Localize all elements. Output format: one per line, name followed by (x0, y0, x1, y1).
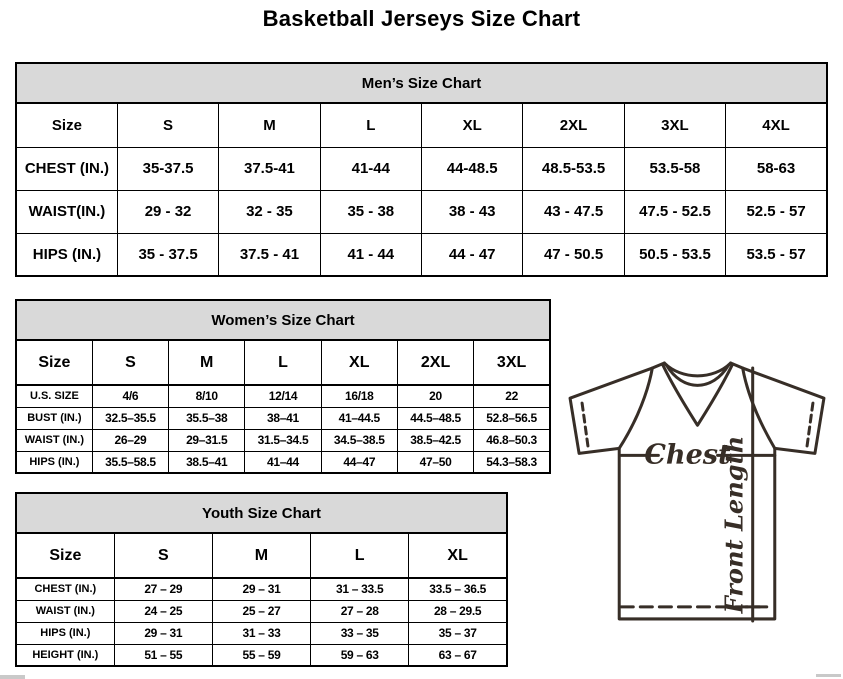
row-label: HEIGHT (IN.) (16, 644, 114, 666)
table-title-row (16, 493, 507, 533)
size-value-cell: 27 – 28 (311, 600, 409, 622)
size-value-cell: 26–29 (92, 429, 168, 451)
size-value-cell: 35 - 38 (320, 190, 421, 233)
size-header: 2XL (523, 103, 624, 147)
table-row (16, 451, 550, 473)
size-value-cell: 32.5–35.5 (92, 407, 168, 429)
size-value-cell: 4/6 (92, 385, 168, 407)
row-label: BUST (IN.) (16, 407, 92, 429)
size-value-cell: 28 – 29.5 (409, 600, 507, 622)
size-value-cell: 34.5–38.5 (321, 429, 397, 451)
row-label: U.S. SIZE (16, 385, 92, 407)
size-header: M (169, 340, 245, 385)
row-label: WAIST (IN.) (16, 600, 114, 622)
size-value-cell: 8/10 (169, 385, 245, 407)
size-value-cell: 44–47 (321, 451, 397, 473)
size-value-cell: 32 - 35 (219, 190, 320, 233)
left-sleeve-dashed-line (582, 403, 588, 447)
size-value-cell: 54.3–58.3 (474, 451, 550, 473)
youth-table-title: Youth Size Chart (16, 493, 507, 533)
right-sleeve-dashed-line (807, 403, 813, 447)
row-label: HIPS (IN.) (16, 622, 114, 644)
table-row (16, 429, 550, 451)
row-label: CHEST (IN.) (16, 578, 114, 600)
size-value-cell: 31 – 33.5 (311, 578, 409, 600)
table-row (16, 622, 507, 644)
size-value-cell: 29 – 31 (114, 622, 212, 644)
size-value-cell: 29 – 31 (212, 578, 310, 600)
size-value-cell: 48.5-53.5 (523, 147, 624, 190)
size-value-cell: 41 - 44 (320, 233, 421, 276)
size-value-cell: 31.5–34.5 (245, 429, 321, 451)
size-column-header: Size (16, 103, 117, 147)
table-row (16, 385, 550, 407)
size-value-cell: 38.5–41 (169, 451, 245, 473)
table-row (16, 407, 550, 429)
size-value-cell: 47–50 (397, 451, 473, 473)
size-value-cell: 25 – 27 (212, 600, 310, 622)
size-header: 2XL (397, 340, 473, 385)
size-header: 3XL (474, 340, 550, 385)
size-value-cell: 41–44 (245, 451, 321, 473)
table-row (16, 233, 827, 276)
size-value-cell: 47.5 - 52.5 (624, 190, 725, 233)
size-value-cell: 35 – 37 (409, 622, 507, 644)
size-value-cell: 35.5–38 (169, 407, 245, 429)
h-scrollbar-fragment-right[interactable] (816, 674, 841, 677)
row-label: HIPS (IN.) (16, 233, 117, 276)
row-label: WAIST(IN.) (16, 190, 117, 233)
size-value-cell: 38.5–42.5 (397, 429, 473, 451)
row-label: WAIST (IN.) (16, 429, 92, 451)
size-value-cell: 38 - 43 (422, 190, 523, 233)
table-title-row (16, 63, 827, 103)
womens-size-table (15, 299, 551, 474)
h-scrollbar-fragment-left[interactable] (0, 675, 25, 679)
size-header: S (117, 103, 218, 147)
size-column-header: Size (16, 533, 114, 578)
table-row (16, 147, 827, 190)
page-title: Basketball Jerseys Size Chart (262, 6, 581, 31)
size-header: M (212, 533, 310, 578)
size-header: L (311, 533, 409, 578)
womens-table-title: Women’s Size Chart (16, 300, 550, 340)
size-value-cell: 24 – 25 (114, 600, 212, 622)
size-value-cell: 51 – 55 (114, 644, 212, 666)
size-value-cell: 12/14 (245, 385, 321, 407)
size-value-cell: 52.8–56.5 (474, 407, 550, 429)
size-value-cell: 63 – 67 (409, 644, 507, 666)
size-value-cell: 44.5–48.5 (397, 407, 473, 429)
size-value-cell: 20 (397, 385, 473, 407)
table-row (16, 190, 827, 233)
size-value-cell: 35.5–58.5 (92, 451, 168, 473)
jersey-measurement-diagram (556, 358, 840, 633)
size-value-cell: 44 - 47 (422, 233, 523, 276)
size-header: S (92, 340, 168, 385)
size-value-cell: 55 – 59 (212, 644, 310, 666)
table-row (16, 600, 507, 622)
size-value-cell: 44-48.5 (422, 147, 523, 190)
size-header: S (114, 533, 212, 578)
chest-label: Chest (644, 439, 731, 471)
front-length-label: Front Length (719, 435, 749, 614)
size-header: XL (321, 340, 397, 385)
size-value-cell: 58-63 (726, 147, 827, 190)
size-value-cell: 59 – 63 (311, 644, 409, 666)
table-row (16, 644, 507, 666)
size-value-cell: 35-37.5 (117, 147, 218, 190)
size-value-cell: 52.5 - 57 (726, 190, 827, 233)
jersey-outline (570, 363, 824, 619)
size-value-cell: 47 - 50.5 (523, 233, 624, 276)
size-value-cell: 53.5-58 (624, 147, 725, 190)
table-header-row (16, 340, 550, 385)
table-header-row (16, 103, 827, 147)
size-header: XL (409, 533, 507, 578)
size-value-cell: 41–44.5 (321, 407, 397, 429)
row-label: CHEST (IN.) (16, 147, 117, 190)
size-value-cell: 35 - 37.5 (117, 233, 218, 276)
size-column-header: Size (16, 340, 92, 385)
left-armhole-seam (619, 368, 652, 448)
size-value-cell: 43 - 47.5 (523, 190, 624, 233)
size-header: L (320, 103, 421, 147)
size-value-cell: 16/18 (321, 385, 397, 407)
size-value-cell: 29–31.5 (169, 429, 245, 451)
table-title-row (16, 300, 550, 340)
size-header: 3XL (624, 103, 725, 147)
size-value-cell: 27 – 29 (114, 578, 212, 600)
size-value-cell: 50.5 - 53.5 (624, 233, 725, 276)
size-header: L (245, 340, 321, 385)
table-header-row (16, 533, 507, 578)
table-row (16, 578, 507, 600)
mens-table-title: Men’s Size Chart (16, 63, 827, 103)
size-value-cell: 41-44 (320, 147, 421, 190)
size-value-cell: 29 - 32 (117, 190, 218, 233)
size-value-cell: 38–41 (245, 407, 321, 429)
size-value-cell: 37.5-41 (219, 147, 320, 190)
size-header: M (219, 103, 320, 147)
mens-size-table (15, 62, 828, 277)
youth-size-table (15, 492, 508, 667)
size-header: XL (422, 103, 523, 147)
size-value-cell: 33.5 – 36.5 (409, 578, 507, 600)
size-value-cell: 31 – 33 (212, 622, 310, 644)
size-header: 4XL (726, 103, 827, 147)
size-value-cell: 46.8–50.3 (474, 429, 550, 451)
size-value-cell: 37.5 - 41 (219, 233, 320, 276)
size-value-cell: 22 (474, 385, 550, 407)
row-label: HIPS (IN.) (16, 451, 92, 473)
size-value-cell: 33 – 35 (311, 622, 409, 644)
size-value-cell: 53.5 - 57 (726, 233, 827, 276)
